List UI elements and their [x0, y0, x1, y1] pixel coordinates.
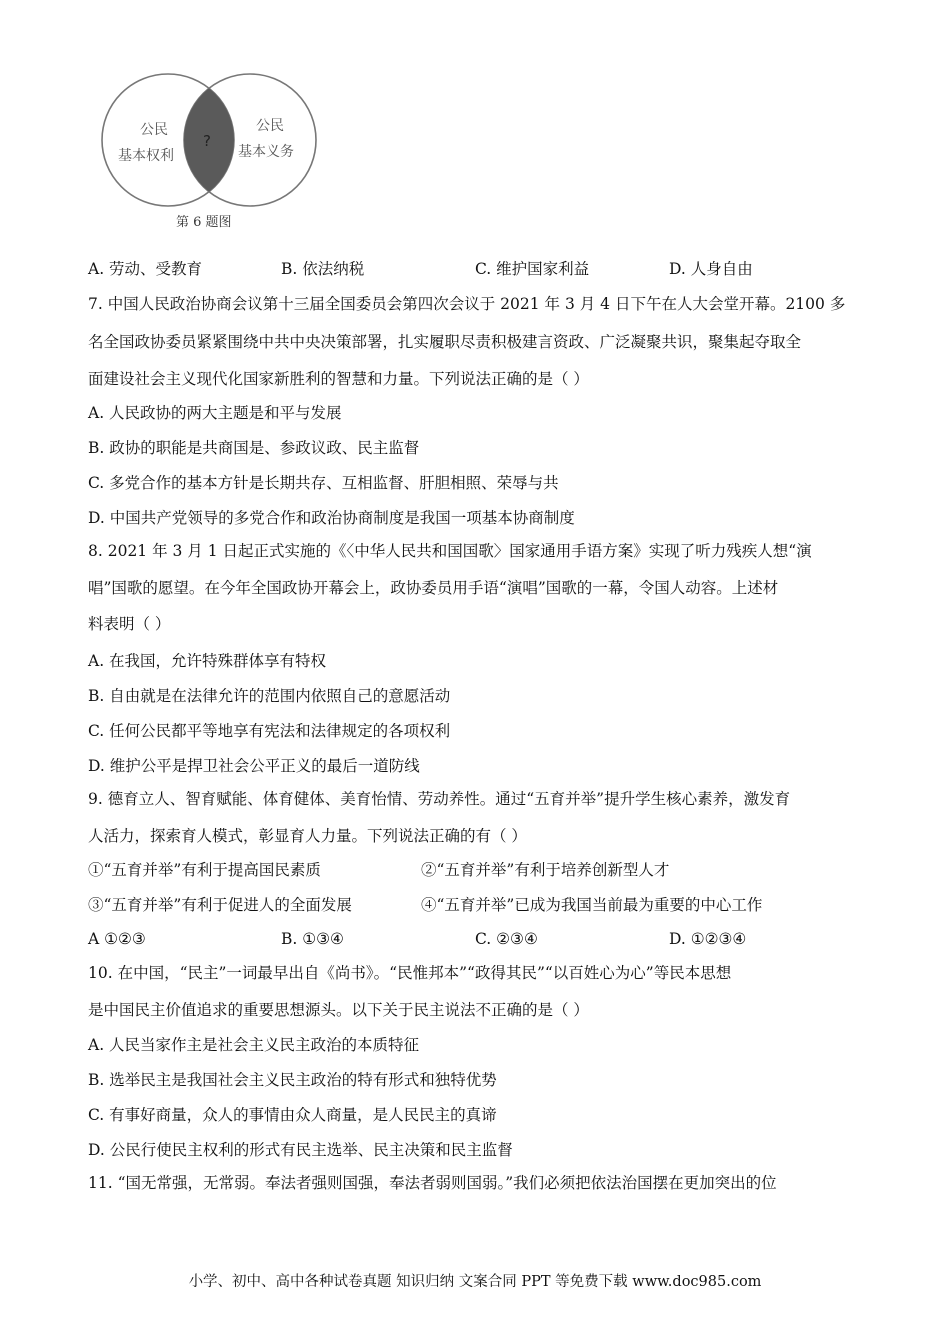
q9-statements-row-2: [88, 895, 868, 915]
q9-statement-4: ④“五育并举”已成为我国当前最为重要的中心工作: [421, 896, 763, 914]
q8-option-a: A. 在我国，允许特殊群体享有特权: [88, 652, 327, 670]
venn-right-label-2: 基本义务: [238, 144, 294, 160]
q9-stem-line-2: 人活力，探索育人模式，彰显育人力量。下列说法正确的有（ ）: [88, 827, 527, 845]
q10-option-a: A. 人民当家作主是社会主义民主政治的本质特征: [88, 1036, 420, 1054]
q9-option-a: A ①②③: [88, 930, 146, 948]
q6-option-a: A. 劳动、受教育: [88, 260, 203, 278]
venn-left-label-1: 公民: [140, 122, 168, 138]
q7-option-c: C. 多党合作的基本方针是长期共存、互相监督、肝胆相照、荣辱与共: [88, 474, 559, 492]
q9-option-b: B. ①③④: [281, 930, 344, 948]
venn-right-label-1: 公民: [256, 118, 284, 134]
q11-stem-line-1: 11. “国无常强，无常弱。奉法者强则国强，奉法者弱则国弱。”我们必须把依法治国摆在更加突出的位: [88, 1174, 777, 1192]
q6-options: [88, 259, 868, 279]
venn-left-label-2: 基本权利: [118, 148, 174, 164]
q9-option-c: C. ②③④: [475, 930, 538, 948]
q8-stem-line-1: 8. 2021 年 3 月 1 日起正式实施的《〈中华人民共和国国歌〉国家通用手语方案》实现了听力残疾人想“演: [88, 542, 812, 560]
q8-option-b: B. 自由就是在法律允许的范围内依照自己的意愿活动: [88, 687, 451, 705]
q6-option-c: C. 维护国家利益: [475, 260, 590, 278]
venn-diagram: [88, 72, 338, 232]
q10-option-b: B. 选举民主是我国社会主义民主政治的特有形式和独特优势: [88, 1071, 497, 1089]
page-footer: 小学、初中、高中各种试卷真题 知识归纳 文案合同 PPT 等免费下载 www.doc985.com: [188, 1274, 762, 1290]
q9-statement-3: ③“五育并举”有利于促进人的全面发展: [88, 896, 352, 914]
q9-statement-1: ①“五育并举”有利于提高国民素质: [88, 861, 321, 879]
q9-statements-row-1: [88, 860, 868, 880]
q9-statement-2: ②“五育并举”有利于培养创新型人才: [421, 861, 670, 879]
q7-option-a: A. 人民政协的两大主题是和平与发展: [88, 404, 342, 422]
q8-option-c: C. 任何公民都平等地享有宪法和法律规定的各项权利: [88, 722, 451, 740]
q10-stem-line-2: 是中国民主价值追求的重要思想源头。以下关于民主说法不正确的是（ ）: [88, 1001, 589, 1019]
q7-option-d: D. 中国共产党领导的多党合作和政治协商制度是我国一项基本协商制度: [88, 509, 575, 527]
q6-option-b: B. 依法纳税: [281, 260, 365, 278]
q8-option-d: D. 维护公平是捍卫社会公平正义的最后一道防线: [88, 757, 420, 775]
q10-option-d: D. 公民行使民主权利的形式有民主选举、民主决策和民主监督: [88, 1141, 513, 1159]
q9-options: [88, 929, 868, 949]
q7-option-b: B. 政协的职能是共商国是、参政议政、民主监督: [88, 439, 420, 457]
q6-option-d: D. 人身自由: [669, 260, 753, 278]
q9-stem-line-1: 9. 德育立人、智育赋能、体育健体、美育怡情、劳动养性。通过“五育并举”提升学生核心素养，激发育: [88, 790, 791, 808]
q10-stem-line-1: 10. 在中国，“民主”一词最早出自《尚书》。“民惟邦本”“政得其民”“以百姓心为心”等民本思想: [88, 964, 732, 982]
q9-option-d: D. ①②③④: [669, 930, 747, 948]
q7-stem-line-3: 面建设社会主义现代化国家新胜利的智慧和力量。下列说法正确的是（ ）: [88, 370, 589, 388]
q8-stem-line-3: 料表明（ ）: [88, 615, 171, 633]
venn-center-mark: ?: [203, 132, 211, 150]
q10-option-c: C. 有事好商量，众人的事情由众人商量，是人民民主的真谛: [88, 1106, 497, 1124]
q7-stem-line-1: 7. 中国人民政治协商会议第十三届全国委员会第四次会议于 2021 年 3 月 4 日下午在人大会堂开幕。2100 多: [88, 295, 846, 313]
q8-stem-line-2: 唱”国歌的愿望。在今年全国政协开幕会上，政协委员用手语“演唱”国歌的一幕，令国人动容。上述材: [88, 579, 779, 597]
q7-stem-line-2: 名全国政协委员紧紧围绕中共中央决策部署，扎实履职尽责积极建言资政、广泛凝聚共识，聚集起夺取全: [88, 333, 802, 351]
figure-caption: 第 6 题图: [176, 215, 232, 230]
